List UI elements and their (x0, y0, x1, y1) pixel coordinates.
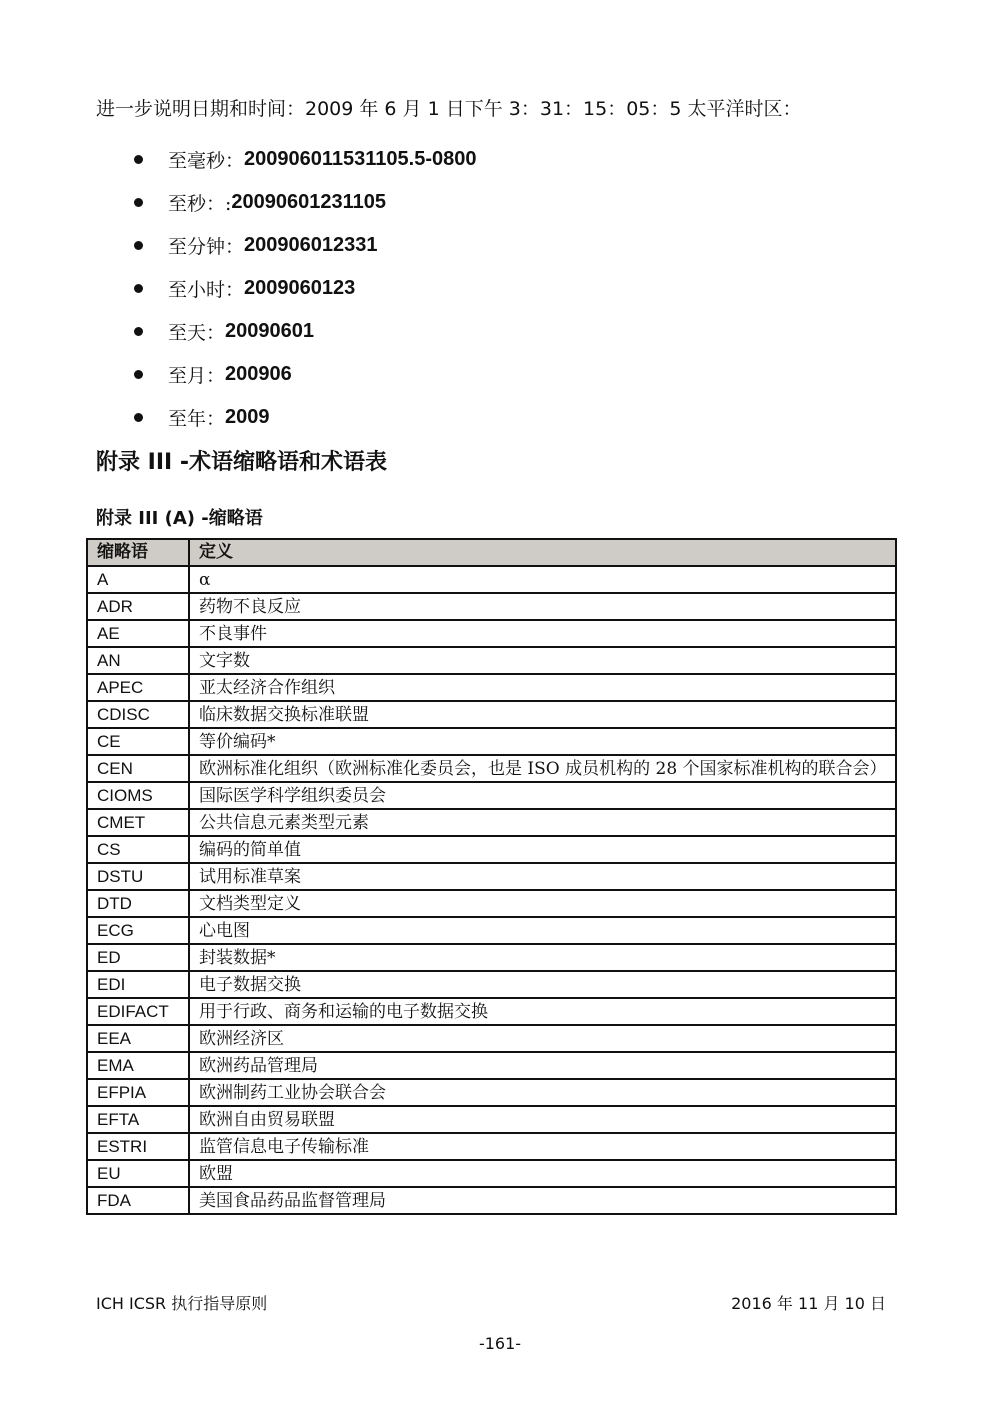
footer-date: 2016 年 11 月 10 日 (731, 1294, 886, 1313)
bullet-item (96, 181, 477, 224)
definition-cell: 文字数 (189, 647, 896, 674)
definition-cell: 电子数据交换 (189, 971, 896, 998)
definition-cell: 欧洲经济区 (189, 1025, 896, 1052)
bullet-item (96, 353, 477, 396)
appendix-subheading: 附录 III (A) -缩略语 (96, 508, 263, 529)
bullet-item (96, 224, 477, 267)
definition-cell: 临床数据交换标准联盟 (189, 701, 896, 728)
definition-cell: 欧洲标准化组织（欧洲标准化委员会，也是 ISO 成员机构的 28 个国家标准机构的联合会） (189, 755, 896, 782)
definition-cell: 封装数据* (189, 944, 896, 971)
abbreviation-cell: EU (87, 1160, 189, 1187)
definition-cell: 亚太经济合作组织 (189, 674, 896, 701)
bullet-label: 至分钟： (168, 236, 245, 258)
bullet-value: 2009060123 (244, 277, 356, 299)
bullet-value: 200906012331 (244, 234, 378, 256)
bullet-value: 2009 (225, 406, 270, 428)
header-abbreviation: 缩略语 (87, 539, 189, 566)
abbreviation-cell: CDISC (87, 701, 189, 728)
abbreviation-cell: CIOMS (87, 782, 189, 809)
definition-cell: 编码的简单值 (189, 836, 896, 863)
table-row (87, 1187, 896, 1214)
definition-cell: 文档类型定义 (189, 890, 896, 917)
definition-cell: 欧洲制药工业协会联合会 (189, 1079, 896, 1106)
table-row (87, 890, 896, 917)
bullet-label: 至月： (168, 365, 226, 387)
table-row (87, 620, 896, 647)
table-row (87, 674, 896, 701)
abbreviation-cell: AN (87, 647, 189, 674)
table-row (87, 782, 896, 809)
bullet-dot-icon (134, 327, 143, 336)
bullet-item (96, 267, 477, 310)
definition-cell: 用于行政、商务和运输的电子数据交换 (189, 998, 896, 1025)
abbreviation-cell: EFPIA (87, 1079, 189, 1106)
table-row (87, 647, 896, 674)
definition-cell: 试用标准草案 (189, 863, 896, 890)
table-row (87, 836, 896, 863)
table-row (87, 917, 896, 944)
abbreviation-cell: EMA (87, 1052, 189, 1079)
table-row (87, 593, 896, 620)
bullet-label: 至天： (168, 322, 226, 344)
table-row (87, 1052, 896, 1079)
bullet-dot-icon (134, 413, 143, 422)
abbreviation-cell: EDIFACT (87, 998, 189, 1025)
table-row (87, 1106, 896, 1133)
bullet-item (96, 396, 477, 439)
table-row (87, 566, 896, 593)
bullet-label: 至秒：: (168, 193, 232, 215)
abbreviation-cell: ESTRI (87, 1133, 189, 1160)
table-row (87, 1025, 896, 1052)
page-number: -161- (478, 1334, 522, 1353)
definition-cell: 欧洲自由贸易联盟 (189, 1106, 896, 1133)
abbreviation-cell: EEA (87, 1025, 189, 1052)
bullet-dot-icon (134, 155, 143, 164)
table-row (87, 728, 896, 755)
table-row (87, 944, 896, 971)
definition-cell: 等价编码* (189, 728, 896, 755)
bullet-item (96, 138, 477, 181)
bullet-dot-icon (134, 284, 143, 293)
table-body (87, 566, 896, 1214)
bullet-value: 200906011531105.5-0800 (244, 148, 477, 170)
abbreviation-cell: EDI (87, 971, 189, 998)
bullet-dot-icon (134, 198, 143, 207)
table-row (87, 863, 896, 890)
precision-bullet-list (96, 138, 477, 439)
abbreviation-cell: CS (87, 836, 189, 863)
definition-cell: 监管信息电子传输标准 (189, 1133, 896, 1160)
abbreviation-cell: A (87, 566, 189, 593)
abbreviation-cell: DTD (87, 890, 189, 917)
abbreviation-cell: FDA (87, 1187, 189, 1214)
abbreviation-cell: APEC (87, 674, 189, 701)
bullet-item (96, 310, 477, 353)
table-row (87, 701, 896, 728)
definition-cell: 国际医学科学组织委员会 (189, 782, 896, 809)
definition-cell: 心电图 (189, 917, 896, 944)
table-row (87, 1160, 896, 1187)
table-row (87, 1133, 896, 1160)
abbreviation-cell: ECG (87, 917, 189, 944)
bullet-dot-icon (134, 241, 143, 250)
abbreviation-cell: CE (87, 728, 189, 755)
bullet-label: 至小时： (168, 279, 245, 301)
bullet-dot-icon (134, 370, 143, 379)
abbreviation-cell: AE (87, 620, 189, 647)
definition-cell: 不良事件 (189, 620, 896, 647)
table-row (87, 1079, 896, 1106)
abbreviation-cell: DSTU (87, 863, 189, 890)
abbreviation-table (86, 538, 897, 1215)
table-header-row (87, 539, 896, 566)
footer-document-title: ICH ICSR 执行指导原则 (96, 1294, 268, 1313)
definition-cell: α (189, 566, 896, 593)
abbreviation-cell: ADR (87, 593, 189, 620)
table-row (87, 971, 896, 998)
appendix-heading: 附录 III -术语缩略语和术语表 (96, 450, 388, 475)
definition-cell: 欧洲药品管理局 (189, 1052, 896, 1079)
definition-cell: 美国食品药品监督管理局 (189, 1187, 896, 1214)
abbreviation-cell: EFTA (87, 1106, 189, 1133)
abbreviation-cell: ED (87, 944, 189, 971)
bullet-label: 至毫秒： (168, 150, 245, 172)
abbreviation-cell: CMET (87, 809, 189, 836)
table-row (87, 998, 896, 1025)
bullet-value: 200906 (225, 363, 292, 385)
definition-cell: 欧盟 (189, 1160, 896, 1187)
definition-cell: 公共信息元素类型元素 (189, 809, 896, 836)
bullet-value: 20090601231105 (231, 191, 387, 213)
header-definition: 定义 (189, 539, 896, 566)
bullet-label: 至年： (168, 408, 226, 430)
table-row (87, 755, 896, 782)
definition-cell: 药物不良反应 (189, 593, 896, 620)
intro-paragraph: 进一步说明日期和时间：2009 年 6 月 1 日下午 3：31：15：05：5 太平洋时区： (96, 98, 802, 120)
abbreviation-cell: CEN (87, 755, 189, 782)
bullet-value: 20090601 (225, 320, 314, 342)
table-row (87, 809, 896, 836)
